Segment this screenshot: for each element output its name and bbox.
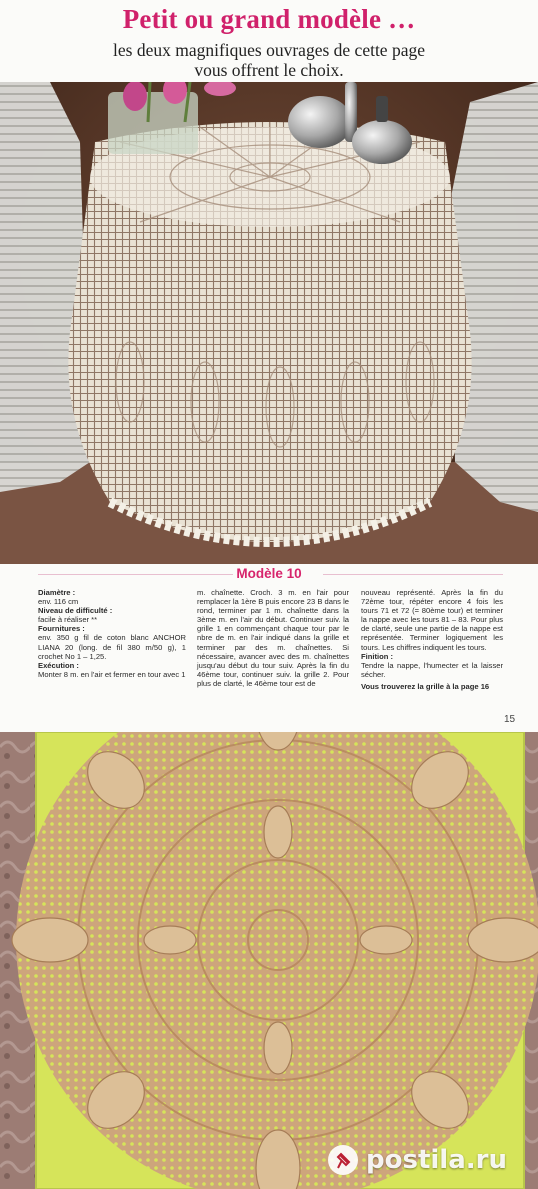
finishing-value: Tendre la nappe, l'humecter et la laisser sécher.	[361, 660, 503, 679]
subtitle-line-1: les deux magnifiques ouvrages de cette page	[113, 40, 425, 60]
execution-value: Monter 8 m. en l'air et fermer en tour avec 1	[38, 669, 186, 679]
pattern-col-2	[197, 588, 349, 688]
rule-right	[323, 574, 503, 575]
instructions-text-2: nouveau représenté. Après la fin du 72ème tour, répéter encore 4 fois les tours 71 et 72 (= 80ème tour) et terminer la nappe avec les tours 81 – 83. Pour plus de clarté, seule une partie de la nappe est représentée. Terminer logiquement les tours. Les chiffres indiquent les tours.	[361, 588, 503, 652]
rule-left	[38, 574, 233, 575]
difficulty-label: Niveau de difficulté :	[38, 606, 113, 616]
page-subtitle	[0, 40, 538, 80]
pattern-col-3	[361, 588, 503, 691]
watermark	[326, 1140, 507, 1180]
watermark-text: postila.ru	[366, 1145, 507, 1175]
supplies-value: env. 350 g fil de coton blanc ANCHOR LIANA 20 (long. de fil 380 m/50 g), 1 crochet No 1 – 1,25.	[38, 633, 186, 661]
page-title: Petit ou grand modèle …	[122, 4, 416, 34]
supplies-label: Fournitures :	[38, 624, 85, 634]
doily-photo	[0, 732, 538, 1189]
grid-reference: Vous trouverez la grille à la page 16	[361, 681, 490, 691]
section-title: Modèle 10	[236, 566, 302, 581]
subtitle-line-2: vous offrent le choix.	[194, 60, 344, 80]
tablecloth-photo	[0, 82, 538, 564]
diameter-label: Diamètre :	[38, 588, 76, 597]
execution-label: Exécution :	[38, 660, 79, 670]
finishing-label: Finition :	[361, 651, 394, 661]
diameter-value: env. 116 cm	[38, 597, 79, 607]
pin-icon	[326, 1143, 360, 1177]
difficulty-value: facile à réaliser **	[38, 615, 98, 625]
pattern-col-1	[38, 588, 186, 679]
instructions-text-1: m. chaînette. Croch. 3 m. en l'air pour remplacer la 1ère B puis encore 23 B dans le rond, terminer par 1 m. chaînette dans la 3ème m. en l'air du début. Continuer suiv. la grille 1 en commençant chaque tour par le nbre de m. en l'air indiqué dans la grille et terminer par des m. chaînettes. Si nécessaire, avancer avec des m. chaînettes jusqu'au début du tour suiv. Après la fin du 46ème tour, continuer suiv. la grille 2. Pour plus de clarté, le 46ème tour est de	[197, 588, 349, 688]
page-number: 15	[504, 714, 516, 725]
